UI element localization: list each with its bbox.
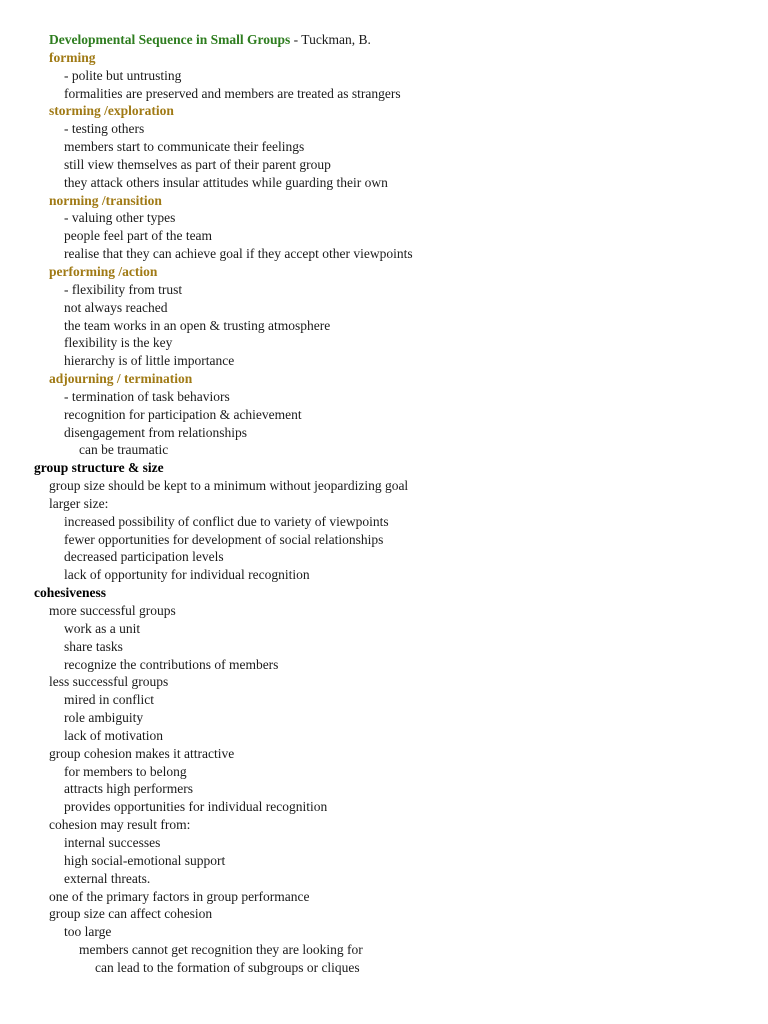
list-item: still view themselves as part of their parent group [64,156,331,172]
stage-heading-norming: norming /transition [49,192,162,208]
stage-heading-forming: forming [49,49,96,65]
list-item: provides opportunities for individual recognition [64,799,328,815]
list-item: hierarchy is of little importance [64,353,235,369]
list-item: high social-emotional support [64,852,226,868]
section-heading-cohesiveness: cohesiveness [34,585,106,601]
list-item: lack of motivation [64,727,163,743]
document-title-line [0,31,768,49]
list-item: disengagement from relationships [64,424,247,440]
list-item: formalities are preserved and members are treated as strangers [64,85,401,101]
list-item: increased possibility of conflict due to variety of viewpoints [64,513,389,529]
list-item: attracts high performers [64,781,193,797]
document-body [0,31,768,977]
list-item: share tasks [64,638,123,654]
list-item: role ambiguity [64,710,144,726]
list-item: group cohesion makes it attractive [49,745,235,761]
list-item: recognize the contributions of members [64,656,279,672]
stage-heading-adjourning: adjourning / termination [49,371,193,387]
list-item: lack of opportunity for individual recognition [64,567,310,583]
list-item: less successful groups [49,674,169,690]
list-item: can lead to the formation of subgroups or cliques [95,959,360,975]
list-item: one of the primary factors in group performance [49,888,310,904]
list-item: external threats. [64,870,151,886]
list-item: the team works in an open & trusting atmosphere [64,317,331,333]
document-author: Tuckman, B. [301,32,371,47]
list-item: group size should be kept to a minimum without jeopardizing goal [49,478,409,494]
list-item: realise that they can achieve goal if they accept other viewpoints [64,246,413,262]
list-item: flexibility is the key [64,335,173,351]
list-item: - termination of task behaviors [64,388,230,404]
list-item: fewer opportunities for development of social relationships [64,531,384,547]
stage-heading-storming: storming /exploration [49,103,174,119]
list-item: people feel part of the team [64,228,213,244]
title-separator: - [290,32,302,47]
list-item: cohesion may result from: [49,817,191,833]
list-item: they attack others insular attitudes while guarding their own [64,174,388,190]
list-item: can be traumatic [79,442,169,458]
list-item: more successful groups [49,603,176,618]
list-item: work as a unit [64,620,141,636]
list-item: members start to communicate their feelings [64,139,305,155]
list-item: too large [64,924,112,940]
list-item: - valuing other types [64,210,176,226]
stage-heading-performing: performing /action [49,263,158,279]
list-item: group size can affect cohesion [49,906,213,922]
list-item: internal successes [64,834,161,850]
list-item: - flexibility from trust [64,281,183,297]
list-item: - testing others [64,121,145,137]
list-item: not always reached [64,299,168,315]
list-item: members cannot get recognition they are looking for [79,942,363,958]
list-item: recognition for participation & achievement [64,406,302,422]
list-item: - polite but untrusting [64,67,182,83]
list-item: mired in conflict [64,692,154,708]
list-item: decreased participation levels [64,549,224,565]
list-item: larger size: [49,495,109,511]
section-heading-structure: group structure & size [34,460,164,476]
document-title: Developmental Sequence in Small Groups [49,32,291,47]
list-item: for members to belong [64,763,187,779]
